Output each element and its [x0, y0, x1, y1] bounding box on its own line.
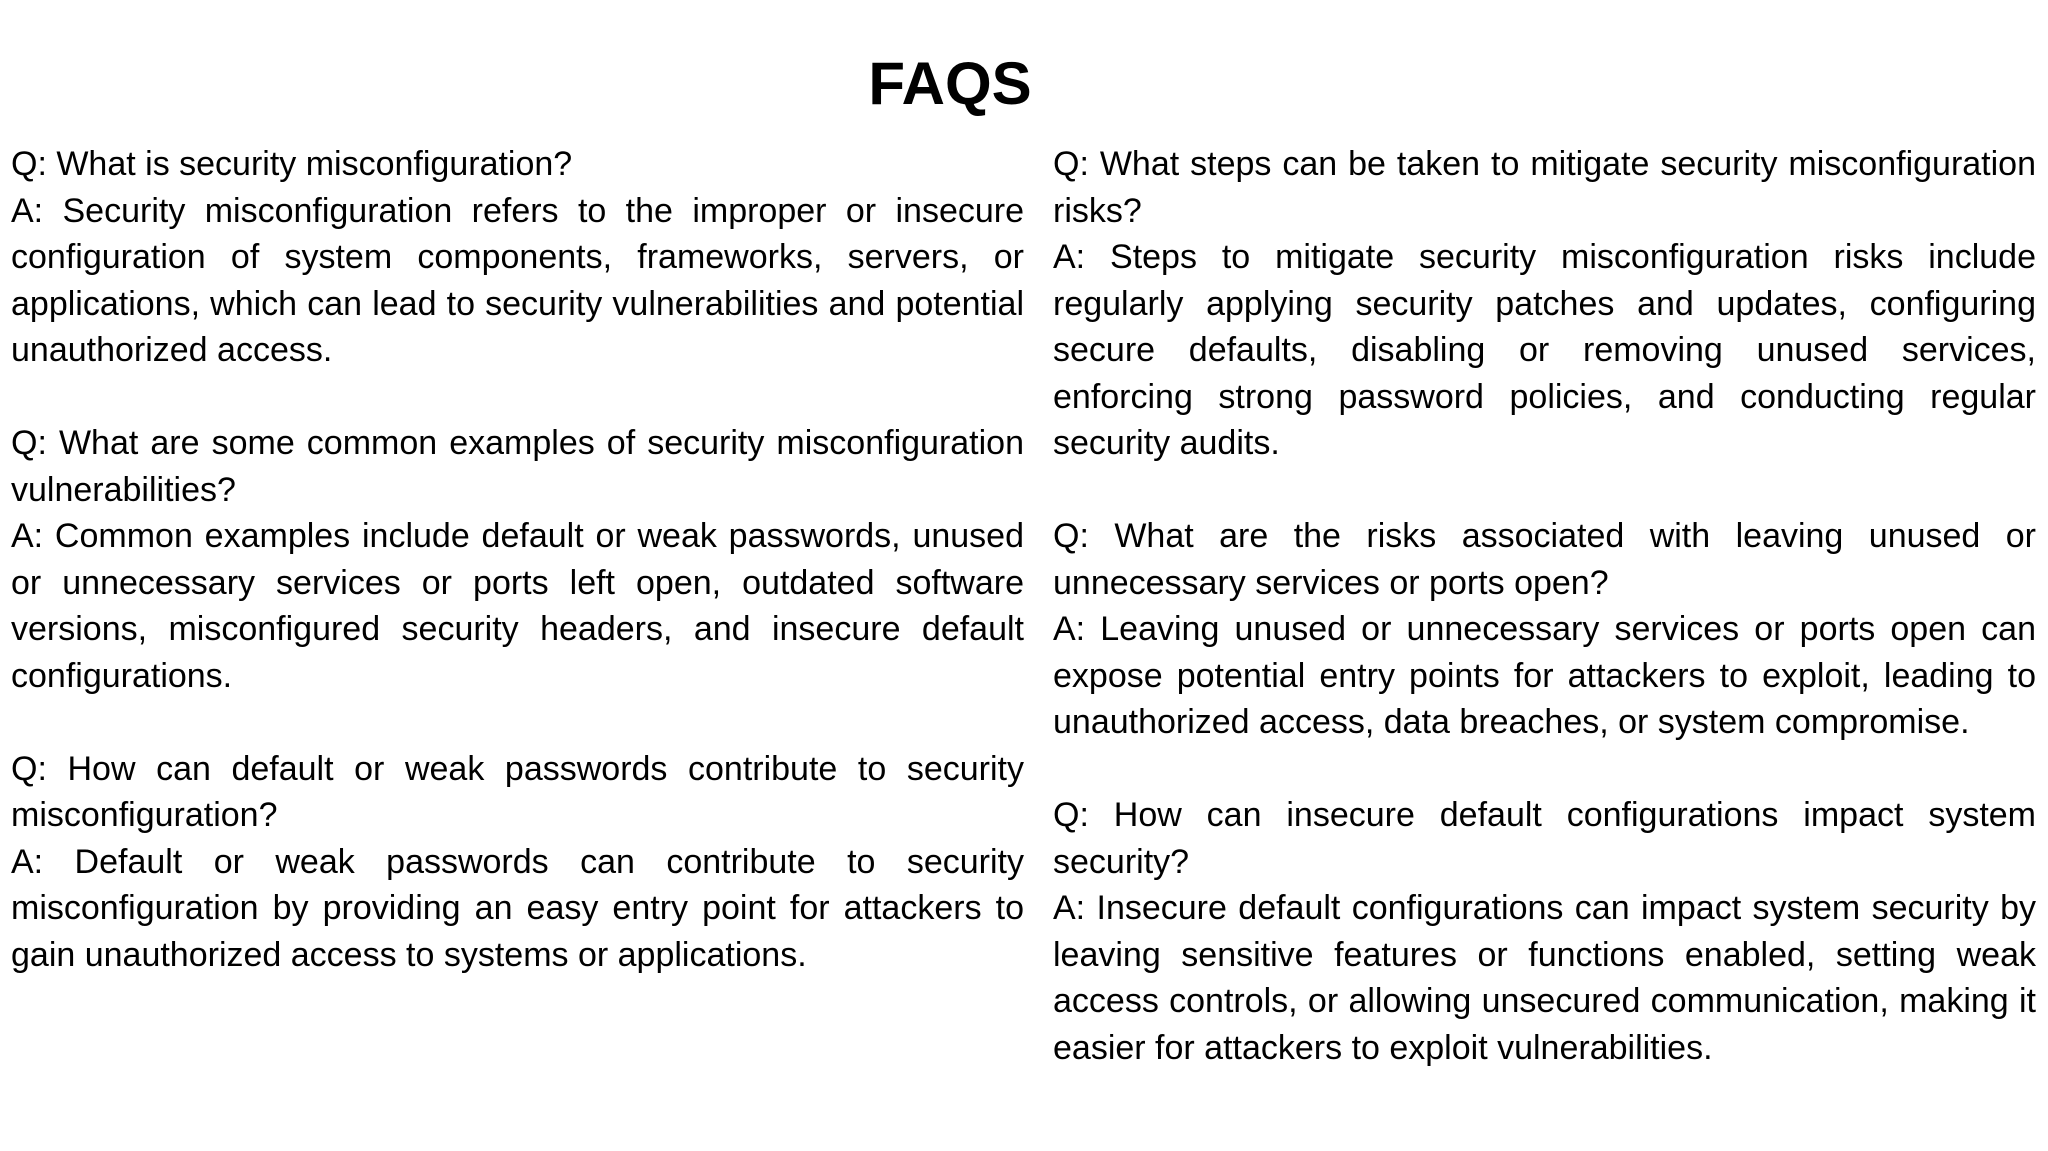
- faq-question: Q: What is security misconfiguration?: [11, 145, 573, 183]
- faq-question: Q: What steps can be taken to mitigate security misconfiguration risks?: [1053, 145, 2036, 230]
- faq-column-left: [11, 141, 1024, 1025]
- faq-item: [1053, 792, 2036, 1071]
- faq-item: [1053, 141, 2036, 467]
- faq-question: Q: How can default or weak passwords contribute to security misconfiguration?: [11, 749, 1024, 834]
- page-title: FAQS: [868, 50, 1032, 117]
- faq-answer: A: Leaving unused or unnecessary services or ports open can expose potential entry points for attackers to exploit, leading to unauthorized access, data breaches, or system compromise.: [1053, 610, 2036, 741]
- faq-item: [11, 141, 1024, 374]
- faq-question: Q: What are some common examples of security misconfiguration vulnerabilities?: [11, 424, 1024, 509]
- faq-answer: A: Common examples include default or weak passwords, unused or unnecessary services or ports left open, outdated software versions, misconfigured security headers, and insecure default configurations.: [11, 517, 1024, 695]
- faq-item: [1053, 513, 2036, 746]
- faq-answer: A: Insecure default configurations can impact system security by leaving sensitive features or functions enabled, setting weak access controls, or allowing unsecured communication, making it easier for attackers to exploit vulnerabilities.: [1053, 889, 2036, 1067]
- faq-column-right: [1053, 141, 2036, 1118]
- faq-item: [11, 420, 1024, 699]
- faq-answer: A: Default or weak passwords can contribute to security misconfiguration by providing an easy entry point for attackers to gain unauthorized access to systems or applications.: [11, 842, 1024, 974]
- faq-item: [11, 746, 1024, 979]
- faq-answer: A: Security misconfiguration refers to the improper or insecure configuration of system components, frameworks, servers, or applications, which can lead to security vulnerabilities and potential unauthorized access.: [11, 191, 1024, 369]
- faq-answer: A: Steps to mitigate security misconfiguration risks include regularly applying security patches and updates, configuring secure defaults, disabling or removing unused services, enforcing strong password policies, and conducting regular security audits.: [1053, 238, 2036, 462]
- faq-question: Q: How can insecure default configurations impact system security?: [1053, 796, 2036, 881]
- faq-question: Q: What are the risks associated with leaving unused or unnecessary services or ports open?: [1053, 517, 2036, 602]
